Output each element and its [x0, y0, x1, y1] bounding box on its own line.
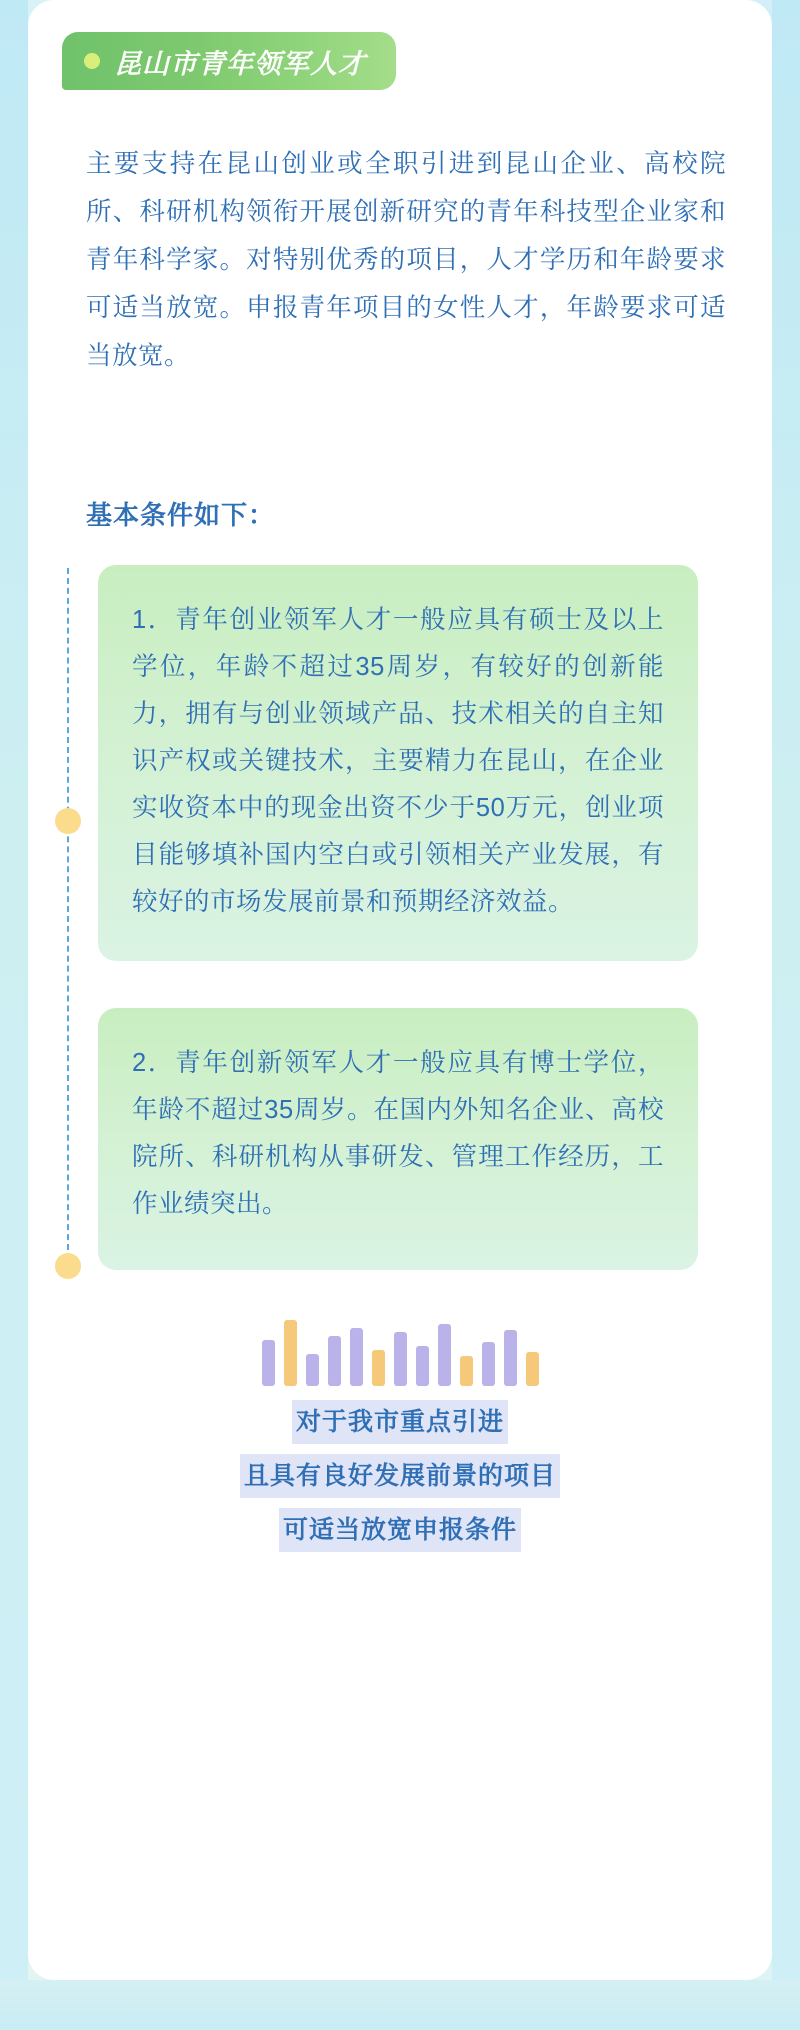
decoration-bar	[482, 1342, 495, 1386]
section-subtitle: 基本条件如下：	[86, 500, 276, 530]
decoration-bar	[394, 1332, 407, 1386]
footer-line: 可适当放宽申报条件	[279, 1508, 521, 1552]
page-title-banner	[62, 32, 396, 90]
decoration-bar	[372, 1350, 385, 1386]
decoration-bar	[504, 1330, 517, 1386]
timeline-dot-1	[55, 808, 81, 834]
decoration-bar	[284, 1320, 297, 1386]
decoration-bar	[526, 1352, 539, 1386]
bullet-dot-icon	[84, 53, 100, 69]
decoration-bar	[350, 1328, 363, 1386]
footer-highlight-block	[28, 1400, 772, 1562]
condition-card-2	[98, 1008, 698, 1270]
bar-chart-decoration	[28, 1300, 772, 1386]
timeline-dashed-line	[67, 568, 71, 1260]
timeline-dot-2	[55, 1253, 81, 1279]
content-card	[28, 0, 772, 1980]
page-title: 昆山市青年领军人才	[114, 48, 366, 79]
left-edge-gradient	[0, 0, 28, 2030]
condition-card-2-text: 2．青年创新领军人才一般应具有博士学位，年龄不超过35周岁。在国内外知名企业、高校院所、科研机构从事研发、管理工作经历，工作业绩突出。	[132, 1049, 664, 1218]
decoration-bar	[306, 1354, 319, 1386]
footer-line: 对于我市重点引进	[292, 1400, 508, 1444]
decoration-bar	[328, 1336, 341, 1386]
right-edge-gradient	[772, 0, 800, 2030]
condition-card-1-text: 1．青年创业领军人才一般应具有硕士及以上学位，年龄不超过35周岁，有较好的创新能力，拥有与创业领域产品、技术相关的自主知识产权或关键技术，主要精力在昆山，在企业实收资本中的现金出资不少于50万元，创业项目能够填补国内空白或引领相关产业发展，有较好的市场发展前景和预期经济效益。	[132, 606, 664, 916]
decoration-bar	[460, 1356, 473, 1386]
condition-card-1	[98, 565, 698, 961]
intro-paragraph: 主要支持在昆山创业或全职引进到昆山企业、高校院所、科研机构领衔开展创新研究的青年科技型企业家和青年科学家。对特别优秀的项目，人才学历和年龄要求可适当放宽。申报青年项目的女性人才，年龄要求可适当放宽。	[86, 150, 726, 370]
decoration-bar	[262, 1340, 275, 1386]
footer-line: 且具有良好发展前景的项目	[240, 1454, 560, 1498]
decoration-bar	[438, 1324, 451, 1386]
decoration-bar	[416, 1346, 429, 1386]
bottom-edge-gradient	[0, 1980, 800, 2030]
